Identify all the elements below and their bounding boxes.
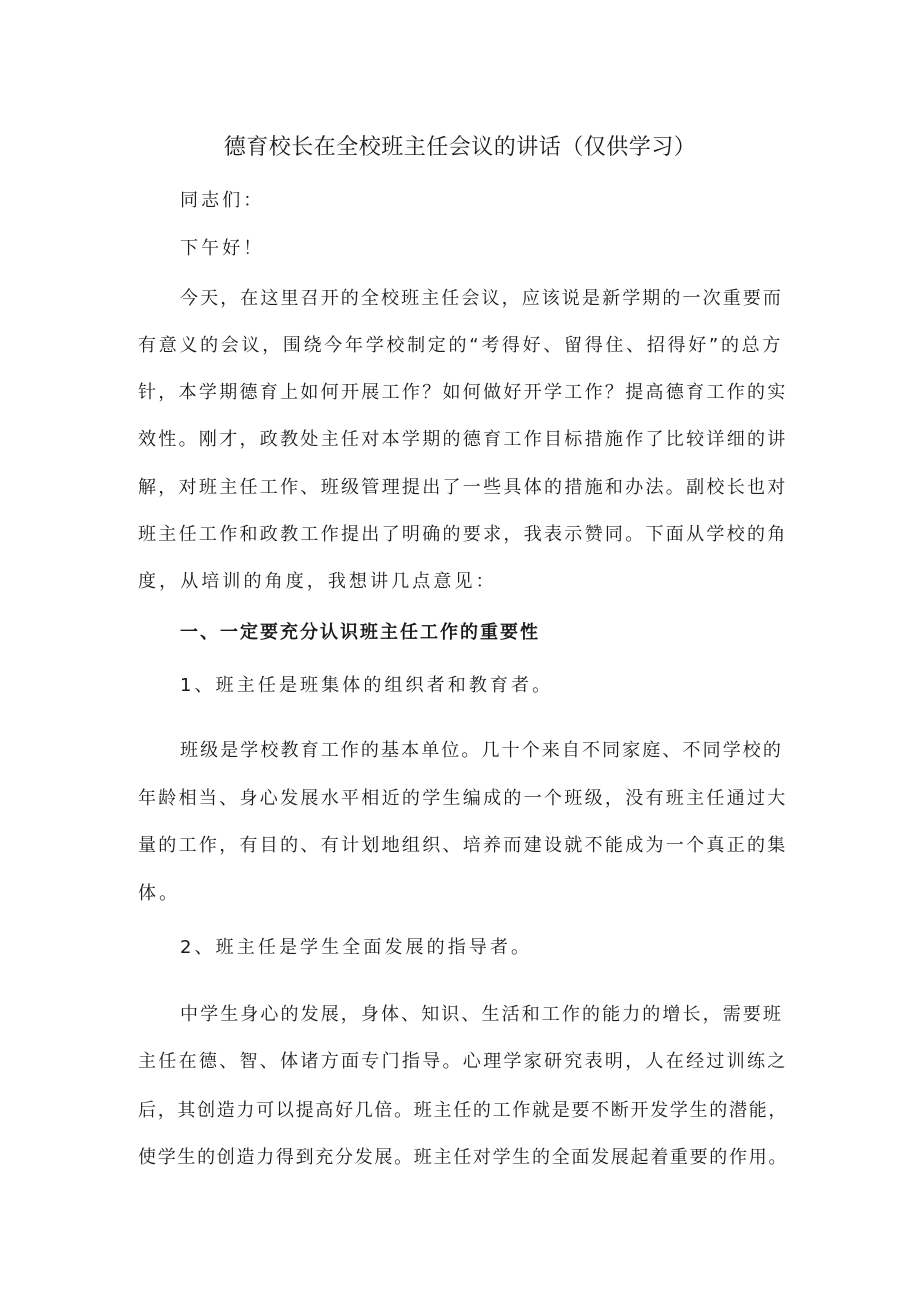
paragraph-line: 后，其创造力可以提高好几倍。班主任的工作就是要不断开发学生的潜能， [138,1100,789,1121]
paragraph-line: 有意义的会议，围绕今年学校制定的“考得好、留得住、招得好”的总方 [138,335,784,356]
paragraph-line: 使学生的创造力得到充分发展。班主任对学生的全面发展起着重要的作用。 [138,1147,789,1168]
greeting-line: 下午好！ [180,238,265,259]
paragraph-line: 度，从培训的角度，我想讲几点意见： [138,571,497,592]
paragraph-line: 年龄相当、身心发展水平相近的学生编成的一个班级，没有班主任通过大 [138,788,788,809]
paragraph-line: 班主任工作和政教工作提出了明确的要求，我表示赞同。下面从学校的角 [138,524,788,545]
paragraph-line: 效性。刚才，政教处主任对本学期的德育工作目标措施作了比较详细的讲 [138,429,788,450]
greeting-line: 同志们： [180,190,265,211]
paragraph-line: 中学生身心的发展，身体、知识、生活和工作的能力的增长，需要班 [180,1004,783,1025]
paragraph-line: 解，对班主任工作、班级管理提出了一些具体的措施和办法。副校长也对 [138,477,788,498]
paragraph-line: 主任在德、智、体诸方面专门指导。心理学家研究表明，人在经过训练之 [138,1051,788,1072]
paragraph-line: 量的工作，有目的、有计划地组织、培养而建设就不能成为一个真正的集 [138,835,788,856]
paragraph-line: 班级是学校教育工作的基本单位。几十个来自不同家庭、不同学校的 [180,740,783,761]
paragraph-line: 体。 [138,883,181,904]
paragraph-line: 今天，在这里召开的全校班主任会议，应该说是新学期的一次重要而 [180,288,783,309]
subheading: 2、班主任是学生全面发展的指导者。 [180,937,533,958]
paragraph-line: 针，本学期德育上如何开展工作？如何做好开学工作？提高德育工作的实 [138,382,788,403]
subheading: 1、班主任是班集体的组织者和教育者。 [180,675,554,696]
document-title: 德育校长在全校班主任会议的讲话（仅供学习） [223,135,697,160]
section-heading: 一、一定要充分认识班主任工作的重要性 [180,622,540,643]
